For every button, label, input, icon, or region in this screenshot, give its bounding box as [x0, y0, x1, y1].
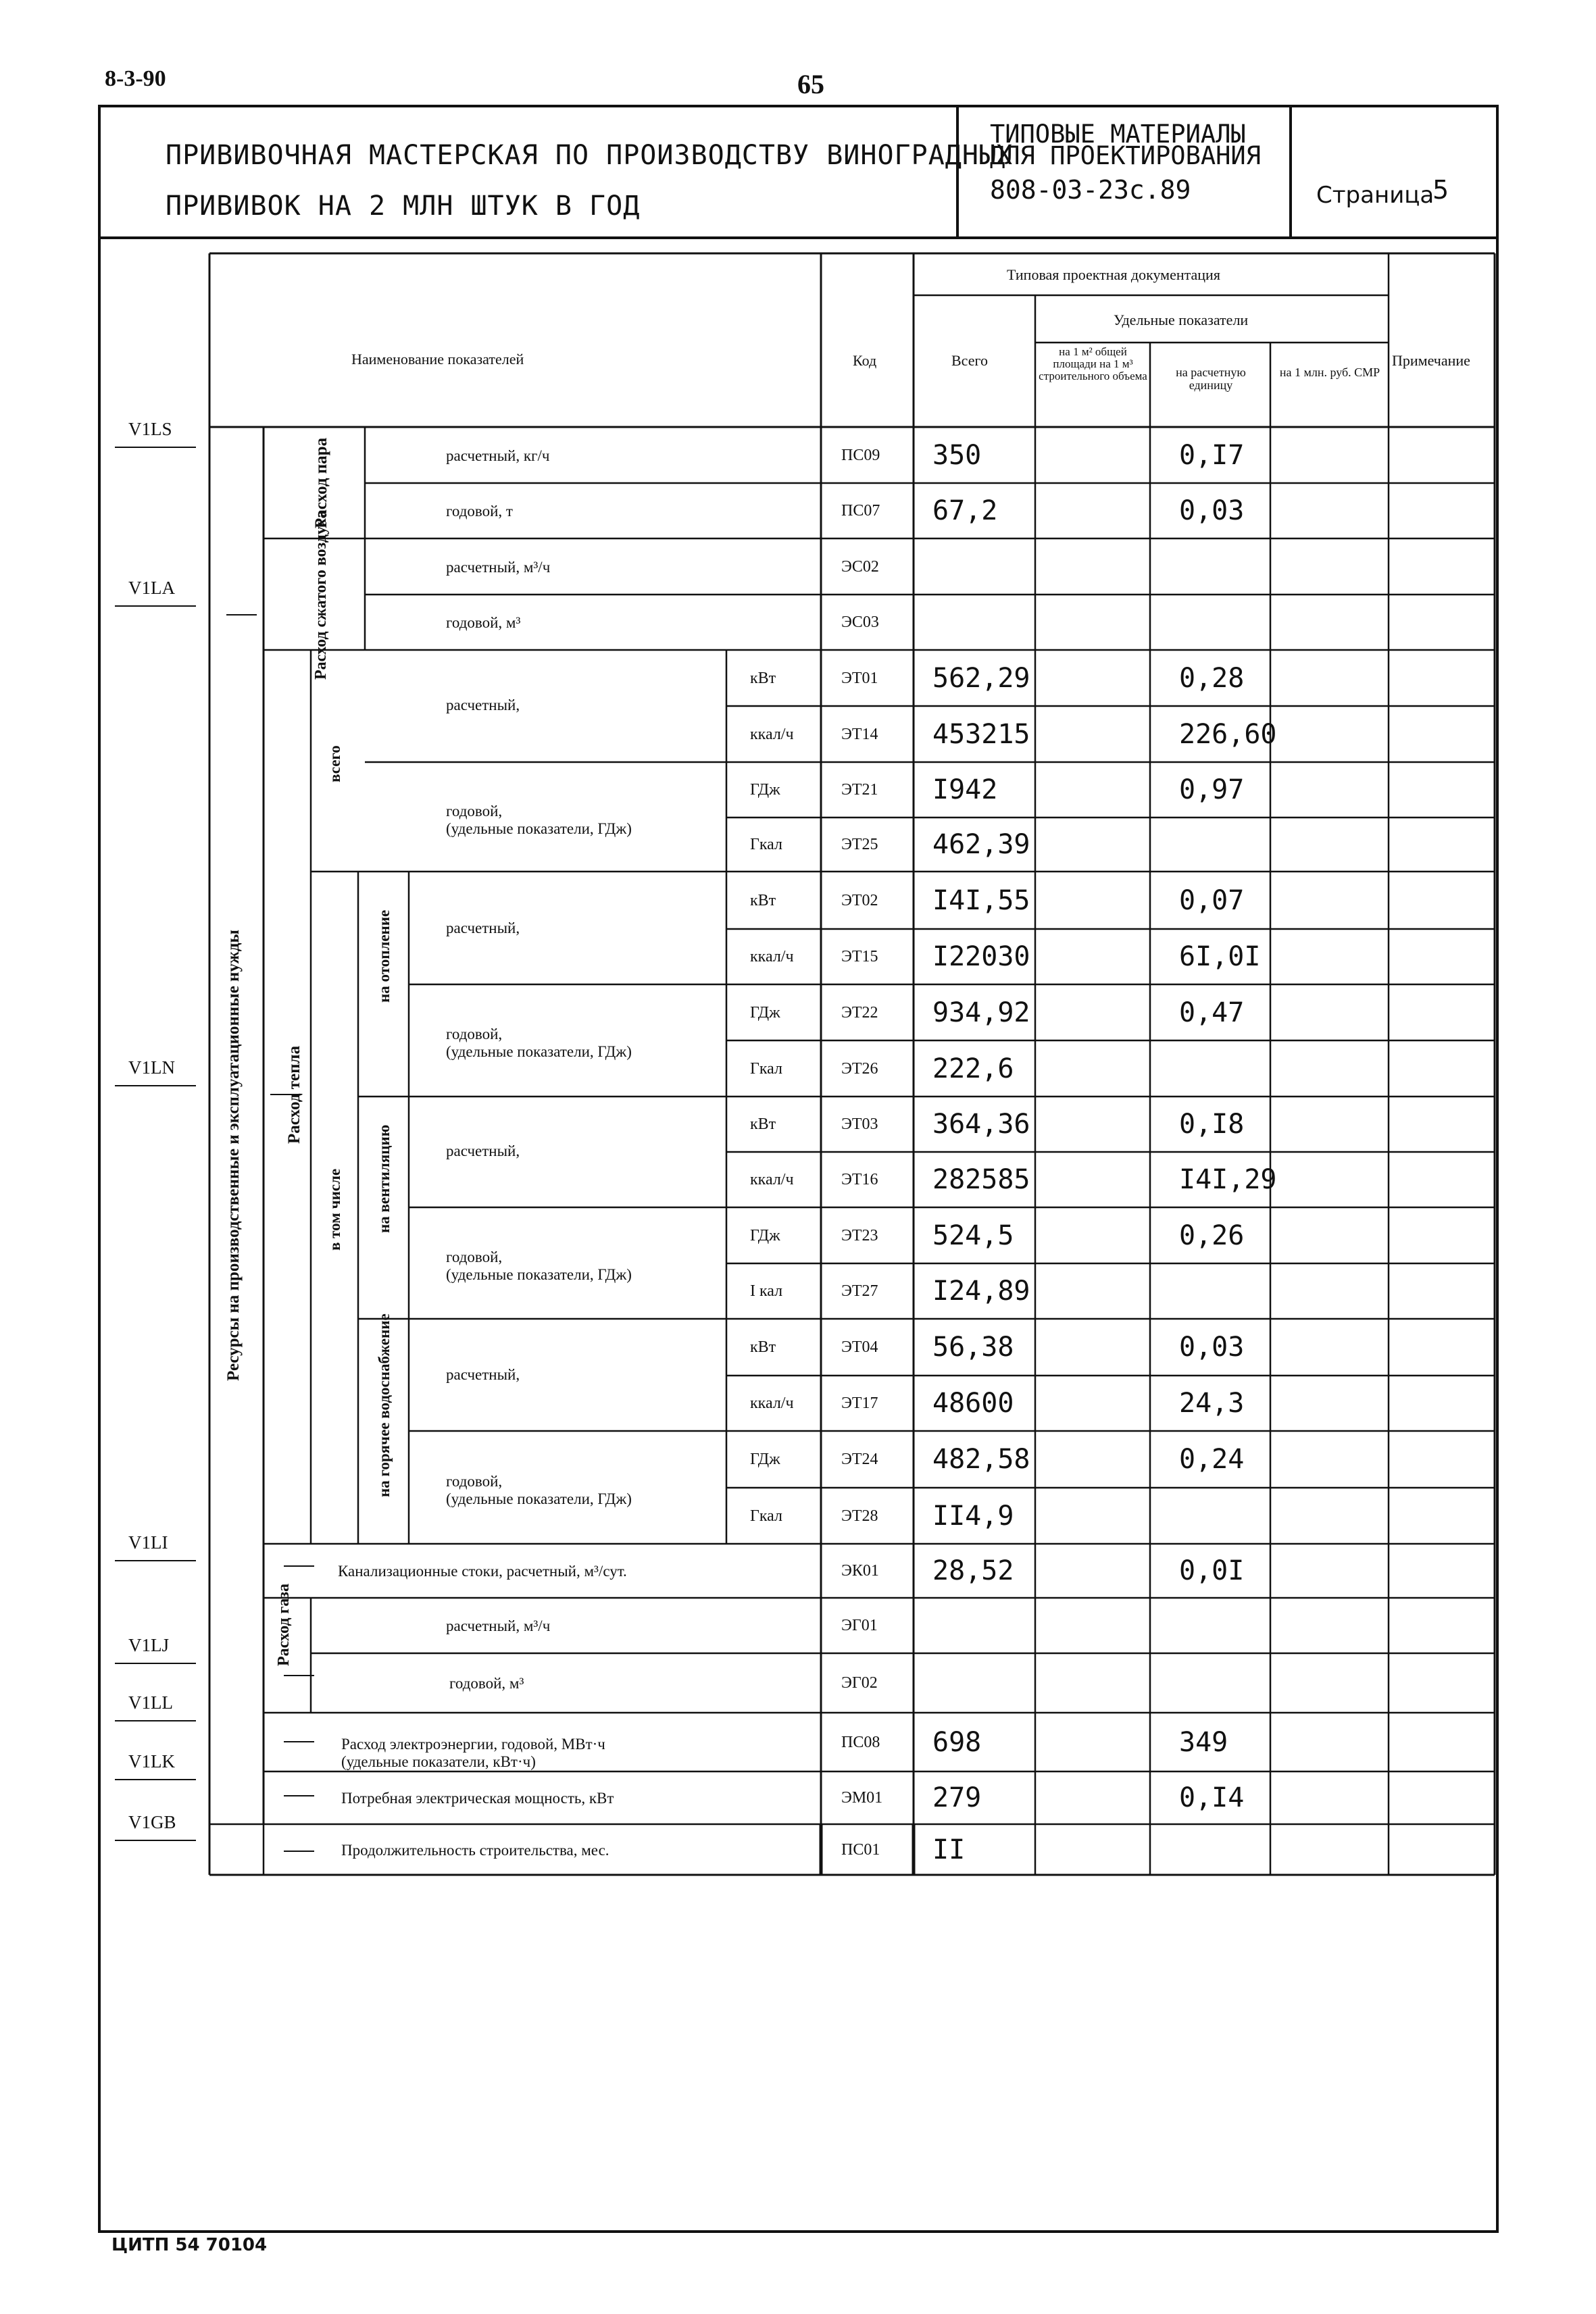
- row-per-unit: 0,28: [1179, 662, 1245, 694]
- group-ventilation: на вентиляцию: [375, 1124, 393, 1233]
- row-code: ЭТ02: [841, 891, 878, 909]
- header-note: Примечание: [1392, 352, 1470, 369]
- doc-code: 8-3-90: [105, 66, 166, 91]
- group-air: Расход сжатого воздуха: [312, 509, 330, 680]
- group-steam: Расход пара: [311, 437, 330, 528]
- row-name: расчетный, кг/ч: [446, 447, 550, 464]
- row-name: расчетный,: [446, 920, 520, 936]
- side-tag: V1LS: [128, 419, 172, 439]
- row-name: годовой, (удельные показатели, ГДж): [446, 1026, 632, 1061]
- title-line-2: ПРИВИВОК НА 2 МЛН ШТУК В ГОД: [166, 191, 641, 222]
- side-tag: V1GB: [128, 1812, 176, 1832]
- row-code: ЭТ26: [841, 1059, 878, 1078]
- row-total: I4I,55: [932, 884, 1030, 916]
- row-code: ЭТ14: [841, 725, 878, 743]
- row-total: 67,2: [932, 495, 998, 526]
- row-name: Продолжительность строительства, мес.: [341, 1841, 609, 1859]
- side-tag: V1LL: [128, 1692, 173, 1713]
- row-per-unit: 349: [1179, 1726, 1228, 1758]
- row-total: 524,5: [932, 1219, 1014, 1251]
- row-total: 48600: [932, 1388, 1014, 1419]
- row-name: расчетный, м³/ч: [446, 558, 551, 576]
- row-total: 282585: [932, 1164, 1030, 1195]
- row-unit: кВт: [750, 891, 776, 909]
- page-number: 65: [797, 69, 824, 99]
- row-total: 482,58: [932, 1444, 1030, 1475]
- row-code: ПС07: [841, 502, 880, 520]
- row-code: ЭТ25: [841, 836, 878, 853]
- row-code: ЭТ28: [841, 1507, 878, 1525]
- page-label: Страница: [1316, 182, 1435, 209]
- row-per-unit: 0,0I: [1179, 1555, 1245, 1586]
- row-total: 56,38: [932, 1332, 1014, 1363]
- row-code: ЭС02: [841, 557, 879, 576]
- row-code: ЭТ01: [841, 669, 878, 687]
- row-name: годовой, т: [446, 503, 513, 520]
- row-unit: кВт: [750, 1115, 776, 1133]
- row-name: годовой, (удельные показатели, ГДж): [446, 803, 632, 838]
- side-tag: V1LI: [128, 1532, 168, 1553]
- typical-code: 808-03-23с.89: [990, 175, 1191, 205]
- row-per-unit: 0,I4: [1179, 1782, 1245, 1813]
- header-code: Код: [853, 352, 877, 369]
- row-code: ЭТ27: [841, 1282, 878, 1300]
- group-total-heat: всего: [326, 745, 343, 782]
- row-per-unit: 0,I8: [1179, 1109, 1245, 1140]
- row-code: ПС09: [841, 446, 880, 464]
- row-code: ЭТ03: [841, 1115, 878, 1133]
- row-total: 28,52: [932, 1555, 1014, 1586]
- row-unit: ккал/ч: [750, 1171, 794, 1188]
- row-unit: ГДж: [750, 781, 780, 799]
- row-unit: I кал: [750, 1282, 783, 1300]
- row-unit: ккал/ч: [750, 725, 794, 743]
- row-name: годовой, м³: [449, 1675, 524, 1692]
- row-per-unit: 0,26: [1179, 1219, 1245, 1251]
- row-code: ЭТ16: [841, 1171, 878, 1188]
- row-name: годовой, м³: [446, 614, 521, 631]
- row-code: ЭМ01: [841, 1789, 883, 1807]
- row-code: ЭТ23: [841, 1226, 878, 1244]
- row-per-unit: 0,07: [1179, 884, 1245, 916]
- row-code: ЭТ04: [841, 1338, 878, 1356]
- row-total: I942: [932, 774, 998, 805]
- row-code: ПС08: [841, 1733, 880, 1751]
- footer-code: ЦИТП 54 70104: [111, 2235, 268, 2255]
- row-per-unit: 0,I7: [1179, 439, 1245, 471]
- row-total: 698: [932, 1726, 982, 1758]
- row-code: ЭТ21: [841, 781, 878, 799]
- row-code: ЭТ22: [841, 1003, 878, 1022]
- row-name: годовой, (удельные показатели, ГДж): [446, 1249, 632, 1284]
- row-per-unit: 0,03: [1179, 1332, 1245, 1363]
- row-total: 453215: [932, 718, 1030, 750]
- row-name: годовой, (удельные показатели, ГДж): [446, 1473, 632, 1508]
- row-name: Расход электроэнергии, годовой, МВт·ч (удельные показатели, кВт·ч): [341, 1735, 605, 1770]
- typical-line-1: ТИПОВЫЕ МАТЕРИАЛЫ: [990, 120, 1246, 149]
- row-per-unit: 226,60: [1179, 718, 1277, 750]
- row-unit: Гкал: [750, 1059, 783, 1078]
- row-per-unit: 0,47: [1179, 997, 1245, 1028]
- header-typical-doc: Типовая проектная документация: [1007, 266, 1220, 283]
- row-code: ЭТ17: [841, 1394, 878, 1412]
- row-unit: кВт: [750, 1338, 776, 1356]
- row-total: 350: [932, 439, 982, 471]
- row-name: Потребная электрическая мощность, кВт: [341, 1790, 614, 1807]
- row-name: расчетный,: [446, 697, 520, 713]
- group-hot-water: на горячее водоснабжение: [375, 1313, 393, 1497]
- side-tag: V1LA: [128, 578, 175, 598]
- typical-line-2: ДЛЯ ПРОЕКТИРОВАНИЯ: [990, 141, 1261, 170]
- row-unit: Гкал: [750, 1507, 783, 1525]
- title-line-1: ПРИВИВОЧНАЯ МАСТЕРСКАЯ ПО ПРОИЗВОДСТВУ ВИНОГРАДНЫХ: [166, 140, 1014, 171]
- row-unit: кВт: [750, 669, 776, 687]
- row-code: ЭК01: [841, 1562, 879, 1580]
- row-unit: ккал/ч: [750, 1394, 794, 1412]
- row-name: расчетный,: [446, 1366, 520, 1383]
- group-heat: Расход тепла: [284, 1045, 303, 1144]
- row-total: 222,6: [932, 1053, 1014, 1084]
- row-total: 462,39: [932, 829, 1030, 860]
- row-unit: ккал/ч: [750, 948, 794, 965]
- header-per-unit: на расчетную единицу: [1176, 366, 1246, 392]
- row-per-unit: 24,3: [1179, 1388, 1245, 1419]
- row-code: ЭС03: [841, 613, 879, 631]
- row-code: ЭТ15: [841, 948, 878, 965]
- header-per-mln: на 1 млн. руб. СМР: [1279, 366, 1380, 379]
- row-per-unit: 6I,0I: [1179, 941, 1261, 972]
- page-value: 5: [1432, 175, 1449, 205]
- row-total: I24,89: [932, 1276, 1030, 1307]
- row-per-unit: 0,97: [1179, 774, 1245, 805]
- row-unit: ГДж: [750, 1226, 780, 1244]
- row-total: 279: [932, 1782, 982, 1813]
- row-total: 934,92: [932, 997, 1030, 1028]
- side-tag: V1LJ: [128, 1635, 169, 1655]
- row-total: 562,29: [932, 662, 1030, 694]
- row-name: расчетный, м³/ч: [446, 1617, 551, 1634]
- side-tag: V1LK: [128, 1751, 175, 1771]
- row-total: I22030: [932, 941, 1030, 972]
- row-per-unit: I4I,29: [1179, 1164, 1277, 1195]
- row-per-unit: 0,24: [1179, 1444, 1245, 1475]
- header-specific: Удельные показатели: [1114, 311, 1249, 328]
- row-unit: Гкал: [750, 836, 783, 853]
- header-total: Всего: [951, 352, 988, 369]
- side-tag: V1LN: [128, 1057, 175, 1078]
- row-code: ЭГ01: [841, 1617, 878, 1634]
- group-including: в том числе: [326, 1168, 343, 1251]
- row-unit: ГДж: [750, 1003, 780, 1022]
- row-total: II4,9: [932, 1500, 1014, 1532]
- row-name: расчетный,: [446, 1142, 520, 1159]
- row-total: 364,36: [932, 1109, 1030, 1140]
- group-heating: на отопление: [375, 909, 393, 1003]
- row-total: II: [932, 1834, 966, 1865]
- group-gas: Расход газа: [275, 1583, 293, 1666]
- group-resources: Ресурсы на производственные и эксплуатационные нужды: [224, 930, 243, 1381]
- row-code: ПС01: [841, 1840, 880, 1859]
- row-per-unit: 0,03: [1179, 495, 1245, 526]
- row-unit: ГДж: [750, 1451, 780, 1468]
- header-per-m2: на 1 м² общей площади на 1 м³ строительного объема: [1039, 345, 1147, 382]
- header-name: Наименование показателей: [351, 351, 524, 368]
- row-code: ЭТ24: [841, 1451, 878, 1468]
- row-name: Канализационные стоки, расчетный, м³/сут.: [338, 1563, 627, 1580]
- row-code: ЭГ02: [841, 1674, 878, 1692]
